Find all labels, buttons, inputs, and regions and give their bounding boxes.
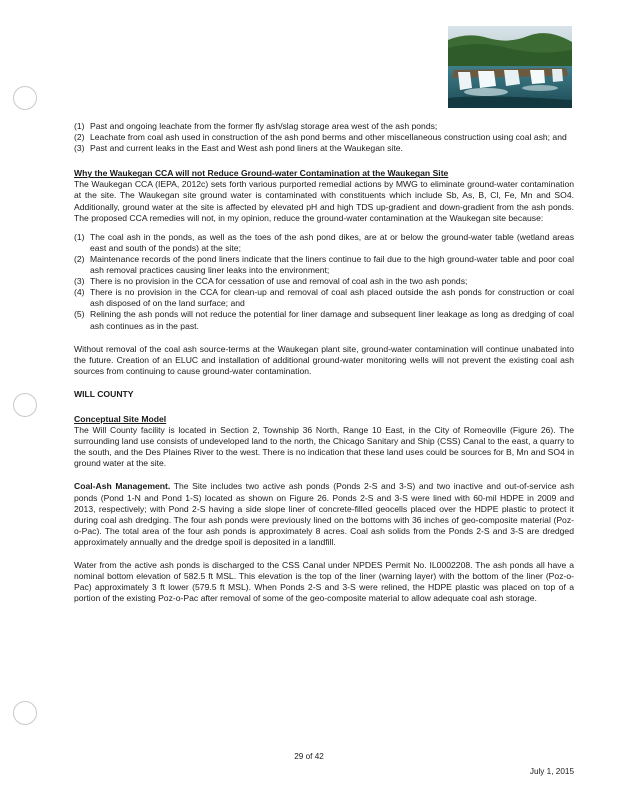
list-text: Relining the ash ponds will not reduce the potential for liner damage and subsequent liner leakage as long as dredging of coal ash continues as in the past. xyxy=(90,309,574,331)
list-text: There is no provision in the CCA for cessation of use and removal of coal ash in the two ash ponds; xyxy=(90,276,468,287)
list-number: (1) xyxy=(74,231,85,242)
reasons-list xyxy=(74,232,574,332)
section-heading-waukegan: Why the Waukegan CCA will not Reduce Ground-water Contamination at the Waukegan Site xyxy=(74,168,449,179)
list-text: Past and current leaks in the East and West ash pond liners at the Waukegan site. xyxy=(90,143,403,154)
paragraph-coal-ash-management xyxy=(74,481,574,548)
binder-hole xyxy=(13,86,37,110)
waterfall-photo xyxy=(448,26,572,108)
list-text: Leachate from coal ash used in construction of the ash pond berms and other miscellaneous construction using coal ash; and xyxy=(90,132,567,143)
list-item xyxy=(74,232,574,254)
waterfall-image xyxy=(448,26,572,108)
list-number: (2) xyxy=(74,253,85,264)
list-number: (2) xyxy=(74,132,85,143)
document-body xyxy=(74,121,574,604)
document-date: July 1, 2015 xyxy=(529,767,574,776)
list-item xyxy=(74,132,574,143)
leachate-list xyxy=(74,121,574,154)
list-item xyxy=(74,143,574,154)
list-text: There is no provision in the CCA for clean-up and removal of coal ash placed outside the ash ponds for construction or coal ash disposed of on the land surface; and xyxy=(90,287,574,309)
list-item xyxy=(74,276,574,287)
list-item xyxy=(74,309,574,331)
page-number: 29 of 42 xyxy=(294,752,324,761)
binder-hole xyxy=(13,393,37,417)
section-heading-will-county: WILL COUNTY xyxy=(74,388,134,399)
paragraph-waukegan-intro: The Waukegan CCA (IEPA, 2012c) sets forth various purported remedial actions by MWG to eliminate ground-water contamination at the site. The Waukegan site ground water is contaminated with constituents which include Sb, As, B, Cl, Fe, Mn and SO4. Additionally, ground water at the site is affected by elevated pH and high TDS up-gradient and down-gradient from the ash ponds. The proposed CCA remedies will not, in my opinion, reduce the ground-water contamination at the Waukegan site because: xyxy=(74,179,574,223)
list-number: (5) xyxy=(74,309,85,320)
subheading-conceptual-site-model: Conceptual Site Model xyxy=(74,413,167,424)
paragraph-waukegan-conclusion: Without removal of the coal ash source-terms at the Waukegan plant site, ground-water contamination will continue unabated into the future. Creation of an ELUC and installation of additional ground-water monitoring wells will not prevent the existing coal ash sources from continuing to cause ground-water contamination. xyxy=(74,343,574,376)
list-number: (4) xyxy=(74,287,85,298)
list-text: Past and ongoing leachate from the former fly ash/slag storage area west of the ash ponds; xyxy=(90,121,438,131)
paragraph-text: The Site includes two active ash ponds (Ponds 2-S and 3-S) and two inactive and out-of-service ash ponds (Pond 1-N and Pond 1-S) located as shown on Figure 26. Ponds 2-S and 3-S were lined with 60-mil HDPE in 2009 and 2013, respectively; with Pond 2-S having a side slope liner of concrete-filled geocells placed over the HDPE plastic to protect it during coal ash dredging. The four ash ponds were previously lined on the bottoms with 36 inches of geo-composite material (Poz-o-Pac). The total area of the four ash ponds is approximately 8 acres. Coal ash solids from the Ponds 2-S and 3-S are dredged approximately annually and the dredge spoil is deposited in a landfill. xyxy=(74,481,574,547)
paragraph-water-discharge: Water from the active ash ponds is discharged to the CSS Canal under NPDES Permit No. IL0002208. The ash ponds all have a nominal bottom elevation of 582.5 ft MSL. This elevation is the top of the liner (warning layer) with the bottom of the liner (Poz-o-Pac) approximately 3 ft lower (579.5 ft MSL). When Ponds 2-S and 3-S were relined, the HDPE plastic was placed on top of a portion of the existing Poz-o-Pac after removal of some of the geo-composite material to allow adequate coal ash storage. xyxy=(74,560,574,604)
run-in-heading: Coal-Ash Management. xyxy=(74,481,171,492)
list-item xyxy=(74,287,574,309)
list-text: Maintenance records of the pond liners indicate that the liners continue to fail due to the high ground-water table and poor coal ash removal practices causing liner leaks into the environment; xyxy=(90,253,574,276)
binder-hole xyxy=(13,701,37,725)
list-number: (1) xyxy=(74,121,85,131)
list-item xyxy=(74,121,574,132)
list-number: (3) xyxy=(74,143,85,154)
list-number: (3) xyxy=(74,276,85,287)
list-text: The coal ash in the ponds, as well as the toes of the ash pond dikes, are at or below the ground-water table (wetland areas east and south of the ponds) at the site; xyxy=(90,231,574,253)
paragraph-site-model: The Will County facility is located in Section 2, Township 36 North, Range 10 East, in the City of Romeoville (Figure 26). The surrounding land use consists of undeveloped land to the north, the Chicago Sanitary and Ship (CSS) Canal to the east, a quarry to the south, and the Des Plaines River to the west. There is no indication that these land uses could be sources for B, Mn and SO4 in ground water at the site. xyxy=(74,425,574,469)
list-item xyxy=(74,254,574,276)
